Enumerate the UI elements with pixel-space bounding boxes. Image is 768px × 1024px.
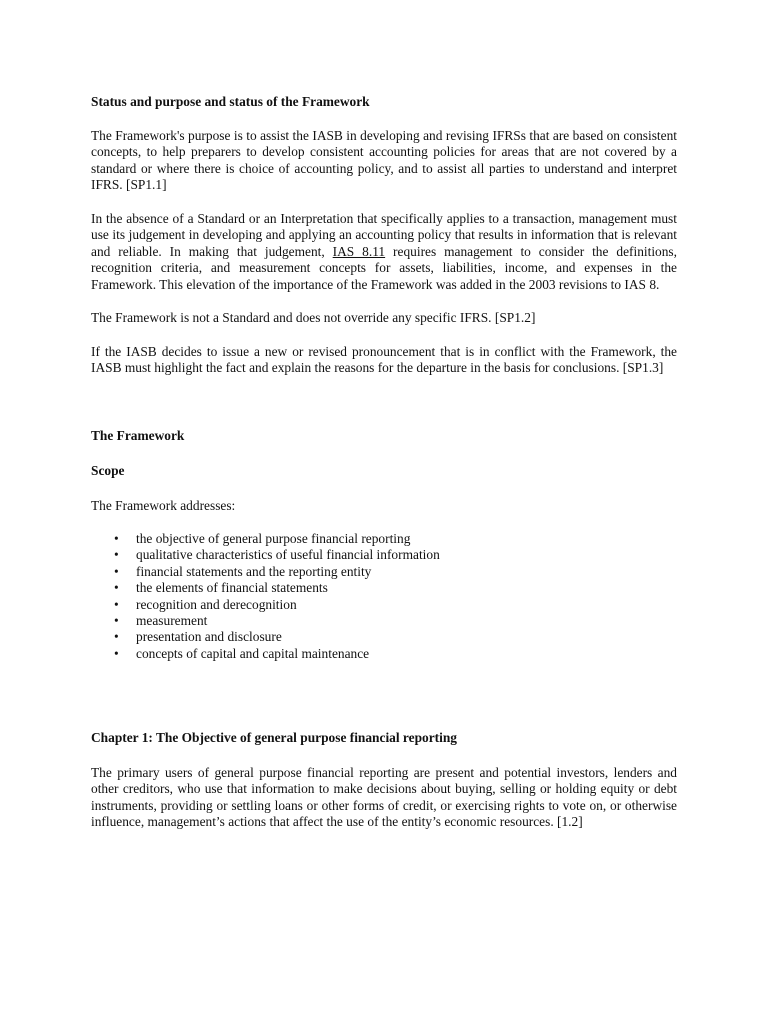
list-item xyxy=(91,531,677,547)
paragraph-absence-text-2: requires management to consider the definitions, recognition criteria, and measurement concepts for assets, liabilities, income, and expenses in the Framework. This elevation of the importance of the Framework was added in the 2003 revisions to IAS 8. xyxy=(91,243,677,292)
list-item xyxy=(91,564,677,580)
list-item-text: measurement xyxy=(136,613,208,629)
paragraph-absence-text-1: In the absence of a Standard or an Interpretation that specifically applies to a transaction, management must use its judgement in developing and applying an accounting policy that results in information that is relevant and reliable. In making that judgement, xyxy=(91,210,677,259)
bullet-icon: • xyxy=(114,629,119,645)
paragraph-conflict: If the IASB decides to issue a new or revised pronouncement that is in conflict with the Framework, the IASB must highlight the fact and explain the reasons for the departure in the basis for conclusions. [SP1.3] xyxy=(91,343,677,375)
bullet-icon: • xyxy=(114,613,119,629)
list-item xyxy=(91,597,677,613)
paragraph-absence-of-standard xyxy=(91,211,677,294)
list-item xyxy=(91,629,677,645)
bullet-icon: • xyxy=(114,580,119,596)
paragraph-framework-addresses: The Framework addresses: xyxy=(91,497,236,513)
list-item-text: the objective of general purpose financial reporting xyxy=(136,531,411,546)
list-item-text: financial statements and the reporting entity xyxy=(136,563,372,579)
heading-scope: Scope xyxy=(91,463,125,478)
paragraph-not-a-standard: The Framework is not a Standard and does not override any specific IFRS. [SP1.2] xyxy=(91,310,536,325)
list-item-text: the elements of financial statements xyxy=(136,580,328,596)
paragraph-purpose: The Framework's purpose is to assist the IASB in developing and revising IFRSs that are based on consistent concepts, to help preparers to develop consistent accounting policies for areas that are not covered by a standard or where there is choice of accounting policy, and to assist all parties to understand and interpret IFRS. [SP1.1] xyxy=(91,127,677,192)
list-item-text: presentation and disclosure xyxy=(136,629,282,645)
list-item xyxy=(91,646,677,662)
list-item-text: recognition and derecognition xyxy=(136,596,297,612)
list-item xyxy=(91,613,677,629)
paragraph-primary-users: The primary users of general purpose financial reporting are present and potential investors, lenders and other creditors, who use that information to make decisions about buying, selling or holding equity or debt instruments, providing or settling loans or other forms of credit, or exercising rights to vote on, or otherwise influence, management’s actions that affect the use of the entity’s economic resources. [1.2] xyxy=(91,764,677,830)
ias-8-11-link[interactable]: IAS 8.11 xyxy=(332,243,386,259)
list-item-text: qualitative characteristics of useful financial information xyxy=(136,547,440,563)
bullet-icon: • xyxy=(114,531,119,546)
bullet-icon: • xyxy=(114,645,119,661)
bullet-icon: • xyxy=(114,563,119,579)
list-item xyxy=(91,547,677,563)
list-item xyxy=(91,580,677,596)
heading-status-purpose: Status and purpose and status of the Framework xyxy=(91,94,370,109)
list-item-text: concepts of capital and capital maintenance xyxy=(136,645,370,661)
bullet-icon: • xyxy=(114,547,119,563)
heading-the-framework: The Framework xyxy=(91,427,185,443)
heading-chapter-1: Chapter 1: The Objective of general purpose financial reporting xyxy=(91,730,457,746)
bullet-icon: • xyxy=(114,596,119,612)
scope-list xyxy=(91,531,677,662)
